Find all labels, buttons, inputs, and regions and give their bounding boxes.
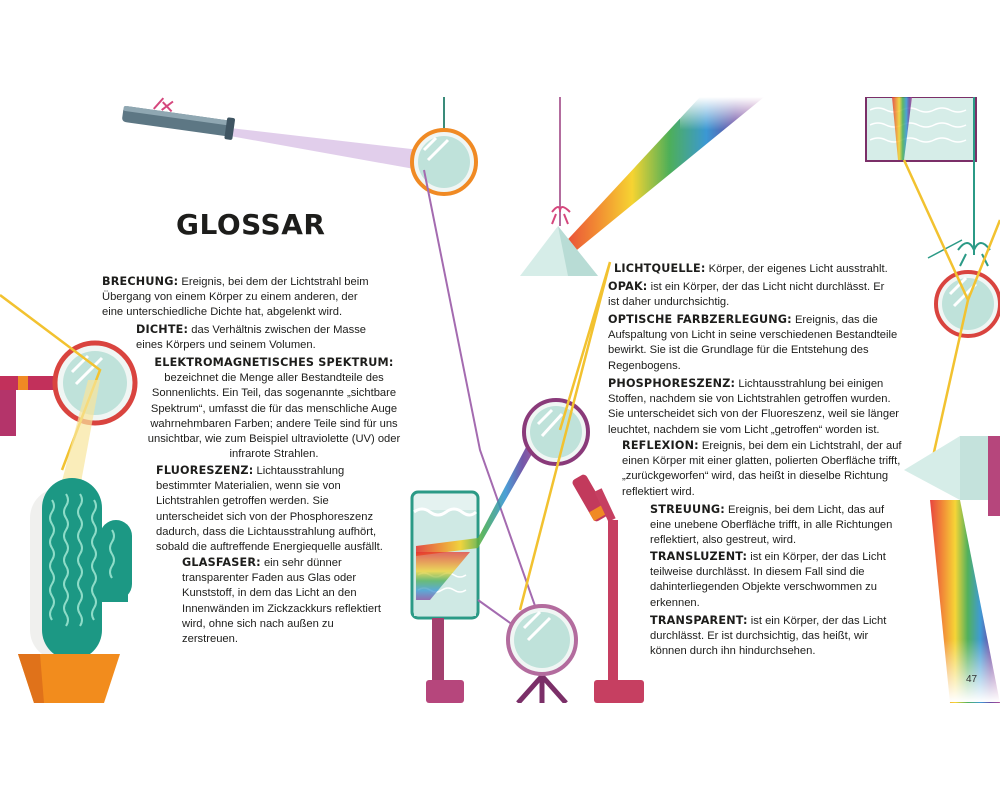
glossary-definition: ist ein Körper, der das Licht teilweise durchlässt. In diesem Fall sind die dahinterliegenden Objekte verschwommen zu erkennen. xyxy=(650,551,886,609)
rainbow-fade xyxy=(930,639,1000,702)
book-icon xyxy=(866,97,976,161)
page-number: 47 xyxy=(966,674,978,685)
flashlight-beam xyxy=(230,128,420,170)
glossary-term: REFLEXION: xyxy=(622,439,699,452)
glossary-definition: Lichtausstrahlung bestimmter Materialien, wenn sie von Lichtstrahlen getroffen werden. Sie unterscheidet sich von der Phosphoreszenz dadurch, dass die Lichtausstrahlung aufhört, sobald die auftreffende Energiequelle ausfällt. xyxy=(156,465,383,554)
glossary-entry-transparent xyxy=(650,613,905,660)
glossary-definition: Ereignis, bei dem der Lichtstrahl beim Übergang von einem Körper zu einem anderen, der eine unterschiedliche Dichte hat, abgelenkt wird. xyxy=(102,276,369,319)
glossary-term: OPAK: xyxy=(608,280,648,293)
glossary-entry-transluzent xyxy=(650,549,890,611)
magnifier-icon xyxy=(524,400,609,523)
glossary-entry-fluoreszenz xyxy=(156,463,396,555)
glossary-entry-lichtquelle xyxy=(614,261,904,277)
glossary-term: BRECHUNG: xyxy=(102,275,179,288)
glossary-term: LICHTQUELLE: xyxy=(614,262,706,275)
glossary-definition: Körper, der eigenes Licht ausstrahlt. xyxy=(708,263,888,275)
cactus-icon xyxy=(18,478,132,703)
glossary-definition: ist ein Körper, der das Licht durchlässt. Er ist durchsichtig, das heißt, wir können durch ihn hindurchsehen. xyxy=(650,615,887,658)
glossary-term: OPTISCHE FARBZERLEGUNG: xyxy=(608,313,792,326)
glossary-entry-glasfaser xyxy=(182,555,387,647)
rainbow-fade xyxy=(680,97,780,130)
flashlight-icon xyxy=(121,93,236,140)
page-title: GLOSSAR xyxy=(176,208,326,241)
glossary-term: PHOSPHORESZENZ: xyxy=(608,377,736,390)
glossary-entry-opak xyxy=(608,279,898,310)
glossary-definition: Ereignis, bei dem ein Lichtstrahl, der auf einen Körper mit einer glatten, polierten Oberfläche trifft, „zurückgeworfen“ wird, das heißt in dieselbe Richtung reflektiert wird. xyxy=(622,440,902,498)
glossary-term: STREUUNG: xyxy=(650,503,725,516)
pole xyxy=(432,618,444,686)
glossary-definition: Lichtausstrahlung bei einigen Stoffen, nachdem sie von Lichtstrahlen getroffen wurden. Sie unterscheidet sich von der Fluoreszenz, weil sie länger leuchtet, nachdem sie vom Licht „getroffen“ worden ist. xyxy=(608,378,900,436)
mirror-icon xyxy=(508,606,576,703)
glossary-entry-reflexion xyxy=(622,438,912,500)
glossary-term: GLASFASER: xyxy=(182,556,261,569)
glossary-term: TRANSPARENT: xyxy=(650,614,748,627)
glossary-definition: Ereignis, das die Aufspaltung von Licht in seine verschiedenen Bestandteile bewirkt. Sie ist die Grundlage für die Entstehung des Regenbogens. xyxy=(608,314,898,372)
prism-icon xyxy=(904,382,1000,516)
glossary-entry-dichte xyxy=(136,322,391,353)
mirror-icon xyxy=(412,130,476,194)
glossary-entry-elektromagnetisches-spektrum xyxy=(146,355,402,462)
glossary-term: DICHTE: xyxy=(136,323,189,336)
glossary-definition: ist ein Körper, der das Licht nicht durchlässt. Er ist daher undurchsichtig. xyxy=(608,281,885,309)
glossary-definition: das Verhältnis zwischen der Masse eines Körpers und seinem Volumen. xyxy=(136,324,367,352)
glossary-definition: ein sehr dünner transparenter Faden aus Glas oder Kunststoff, in dem das Licht an den Innenwänden im Zickzackkurs reflektiert wird, ohne sich nach außen zu zerstreuen. xyxy=(182,557,381,646)
glossary-entry-optische-farbzerlegung xyxy=(608,312,898,374)
glossary-term: ELEKTROMAGNETISCHES SPEKTRUM: xyxy=(154,356,394,369)
glossary-entry-phosphoreszenz xyxy=(608,376,904,438)
glossary-term: FLUORESZENZ: xyxy=(156,464,254,477)
glossary-term: TRANSLUZENT: xyxy=(650,550,748,563)
glossary-entry-streuung xyxy=(650,502,900,549)
glossary-definition: Ereignis, bei dem Licht, das auf eine unebene Oberfläche trifft, in alle Richtungen reflektiert, also gestreut, wird. xyxy=(650,504,893,547)
glossary-entry-brechung xyxy=(102,274,374,321)
glossary-definition: bezeichnet die Menge aller Bestandteile des Sonnenlichts. Ein Teil, das sogenannte „sichtbare Spektrum“, umfasst die für das menschliche Auge wahrnehmbaren Farben; andere Teile sind für uns unsichtbar, wie zum Beispiel ultraviolette (UV) oder infrarote Strahlen. xyxy=(147,372,401,461)
